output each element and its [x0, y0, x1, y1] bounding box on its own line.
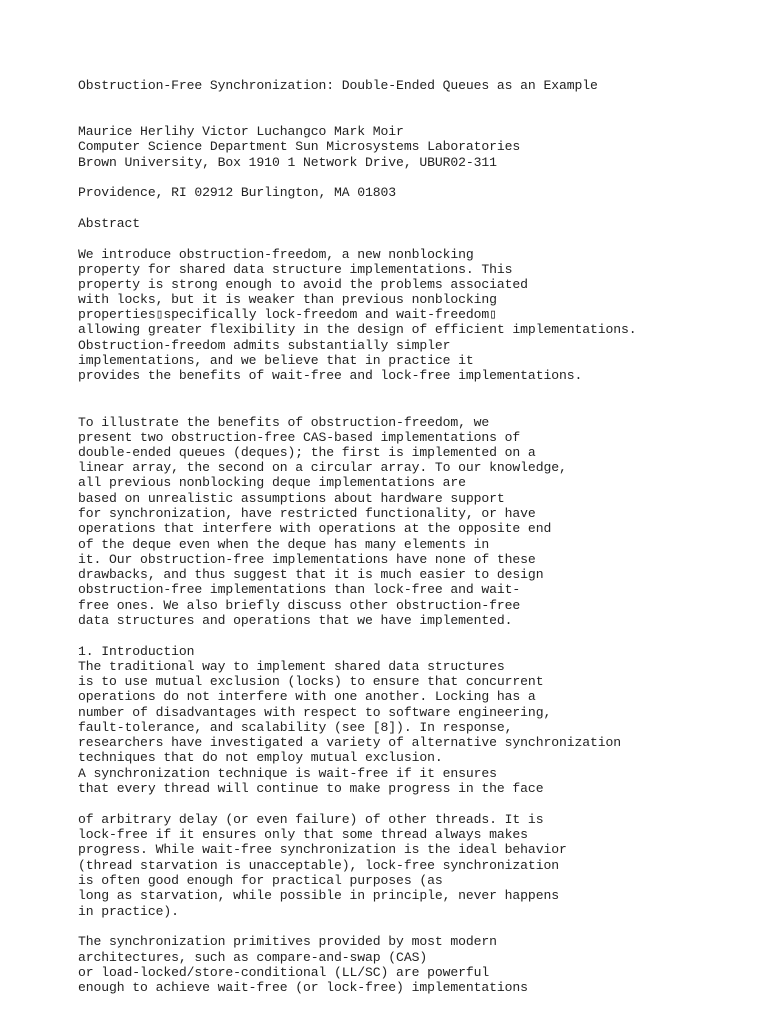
paper-title: Obstruction-Free Synchronization: Double-Ended Queues as an Example [78, 78, 598, 93]
paragraph-line: lock-free if it ensures only that some thread always makes [78, 827, 528, 842]
paragraph-line: for synchronization, have restricted functionality, or have [78, 506, 536, 521]
paragraph-line: is to use mutual exclusion (locks) to ensure that concurrent [78, 674, 544, 689]
paragraph-line: of the deque even when the deque has many elements in [78, 537, 490, 552]
paragraph-line: properties▯specifically lock-freedom and wait-freedom▯ [78, 307, 497, 322]
paragraph-line: data structures and operations that we have implemented. [78, 613, 513, 628]
paragraph-line: architectures, such as compare-and-swap (CAS) [78, 950, 428, 965]
paragraph-line: it. Our obstruction-free implementations have none of these [78, 552, 536, 567]
paragraph-line: drawbacks, and thus suggest that it is much easier to design [78, 567, 544, 582]
section-heading: 1. Introduction [78, 644, 195, 659]
affiliation-line-2: Brown University, Box 1910 1 Network Drive, UBUR02-311 [78, 155, 497, 170]
paragraph-line: The traditional way to implement shared data structures [78, 659, 505, 674]
paragraph-line: implementations, and we believe that in practice it [78, 353, 474, 368]
paragraph-line: progress. While wait-free synchronization is the ideal behavior [78, 842, 567, 857]
abstract-heading: Abstract [78, 216, 141, 231]
paragraph-line: enough to achieve wait-free (or lock-free) implementations [78, 980, 528, 995]
paragraph-line: number of disadvantages with respect to software engineering, [78, 705, 552, 720]
paragraph-line: that every thread will continue to make progress in the face [78, 781, 544, 796]
paragraph-line: operations do not interfere with one another. Locking has a [78, 689, 536, 704]
authors-line: Maurice Herlihy Victor Luchangco Mark Moir [78, 124, 404, 139]
paragraph-line: property for shared data structure implementations. This [78, 262, 513, 277]
paragraph-line: Obstruction-freedom admits substantially simpler [78, 338, 451, 353]
paragraph-line: double-ended queues (deques); the first is implemented on a [78, 445, 536, 460]
paragraph-line: present two obstruction-free CAS-based implementations of [78, 430, 521, 445]
paragraph-line: techniques that do not employ mutual exclusion. [78, 750, 443, 765]
paragraph-line: long as starvation, while possible in principle, never happens [78, 888, 559, 903]
location-line: Providence, RI 02912 Burlington, MA 01803 [78, 185, 397, 200]
paragraph-line: To illustrate the benefits of obstruction-freedom, we [78, 415, 490, 430]
paragraph-line: allowing greater flexibility in the design of efficient implementations. [78, 322, 637, 337]
paragraph-line: fault-tolerance, and scalability (see [8]). In response, [78, 720, 513, 735]
paragraph-line: We introduce obstruction-freedom, a new nonblocking [78, 247, 474, 262]
paragraph-line: (thread starvation is unacceptable), lock-free synchronization [78, 858, 559, 873]
paragraph-line: provides the benefits of wait-free and lock-free implementations. [78, 368, 583, 383]
paragraph-line: The synchronization primitives provided by most modern [78, 934, 497, 949]
paragraph-line: operations that interfere with operations at the opposite end [78, 521, 552, 536]
paragraph-line: or load-locked/store-conditional (LL/SC) are powerful [78, 965, 490, 980]
paragraph-line: property is strong enough to avoid the problems associated [78, 277, 528, 292]
paragraph-line: all previous nonblocking deque implementations are [78, 475, 466, 490]
paragraph-line: of arbitrary delay (or even failure) of other threads. It is [78, 812, 544, 827]
paragraph-line: in practice). [78, 904, 179, 919]
paragraph-line: free ones. We also briefly discuss other obstruction-free [78, 598, 521, 613]
affiliation-line-1: Computer Science Department Sun Microsystems Laboratories [78, 139, 521, 154]
paragraph-line: obstruction-free implementations than lock-free and wait- [78, 582, 521, 597]
paragraph-line: is often good enough for practical purposes (as [78, 873, 443, 888]
paragraph-line: with locks, but it is weaker than previous nonblocking [78, 292, 497, 307]
paragraph-line: based on unrealistic assumptions about hardware support [78, 491, 505, 506]
paragraph-line: linear array, the second on a circular array. To our knowledge, [78, 460, 567, 475]
paragraph-line: A synchronization technique is wait-free if it ensures [78, 766, 497, 781]
paragraph-line: researchers have investigated a variety of alternative synchronization [78, 735, 622, 750]
